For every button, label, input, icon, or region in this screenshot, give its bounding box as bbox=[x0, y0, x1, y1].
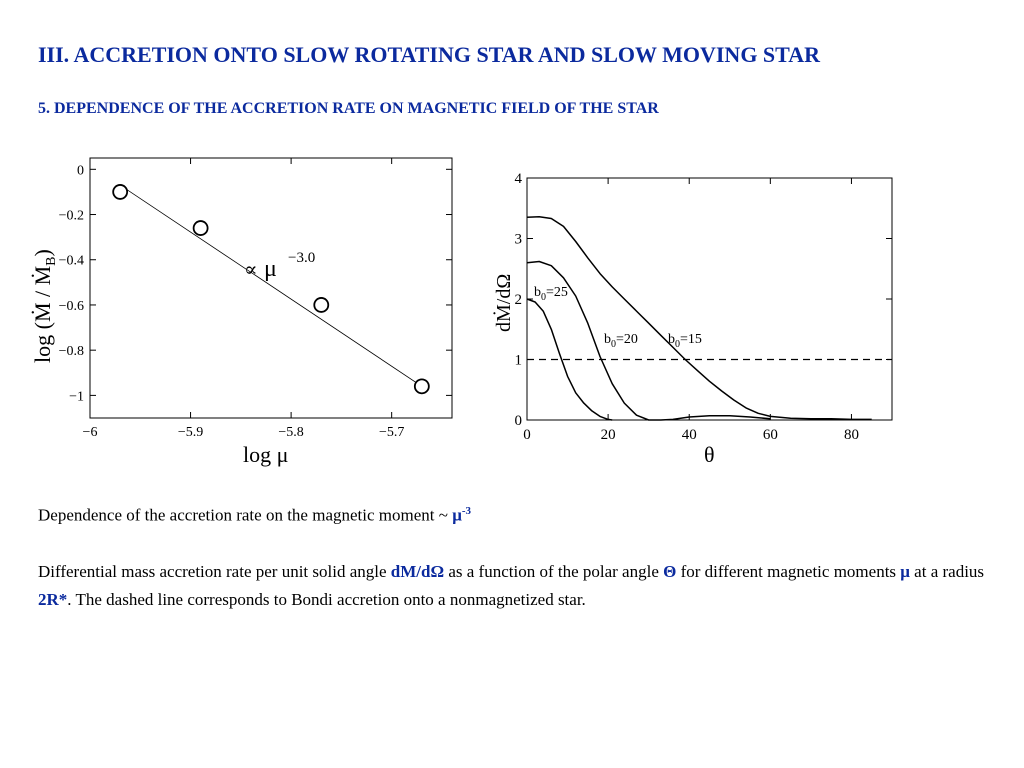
left-xtick-label: −5.7 bbox=[378, 425, 405, 440]
series-label-b0-15: $b_0=15$ bbox=[668, 332, 702, 350]
right-ytick-label: 3 bbox=[514, 231, 522, 248]
right-xtick-label: 20 bbox=[600, 427, 616, 443]
slide-subtitle: 5. DEPENDENCE OF THE ACCRETION RATE ON MAGNETIC FIELD OF THE STAR bbox=[38, 100, 659, 117]
left-ytick-label: −0.6 bbox=[58, 298, 84, 314]
series-line-b0-15 bbox=[527, 217, 872, 420]
right-ytick-label: 1 bbox=[514, 352, 522, 369]
left-annotation-exp: −3.0 bbox=[288, 250, 316, 266]
caption2-part1: Differential mass accretion rate per unit solid angle bbox=[38, 562, 387, 581]
left-ytick-label: −0.4 bbox=[58, 253, 84, 269]
right-plot-frame bbox=[527, 178, 892, 420]
left-ytick-label: −1 bbox=[69, 389, 84, 405]
series-label-b0-20: $b_0=20$ bbox=[604, 332, 638, 350]
right-xtick-label: 40 bbox=[681, 427, 697, 443]
right-xtick-label: 0 bbox=[523, 427, 531, 443]
caption2-mu: μ bbox=[900, 562, 910, 581]
left-xtick-label: −6 bbox=[82, 425, 98, 440]
series-label-b0-25: $b_0=25$ bbox=[534, 285, 568, 303]
right-xtick-label: 60 bbox=[762, 427, 778, 443]
left-ytick-label: −0.8 bbox=[58, 344, 84, 360]
caption1-mu: μ bbox=[452, 505, 462, 525]
right-xlabel: θ bbox=[704, 442, 715, 467]
left-ylabel: log (Ṁ / Ṁ$_B$) bbox=[30, 249, 59, 363]
caption2-theta: Θ bbox=[663, 562, 677, 581]
slide-title: III. ACCRETION ONTO SLOW ROTATING STAR AND SLOW MOVING STAR bbox=[38, 42, 820, 67]
caption2-dm-domega: dM/dΩ bbox=[390, 562, 445, 581]
caption2-part2: as a function of the polar angle bbox=[448, 562, 659, 581]
caption-differential-rate bbox=[38, 558, 988, 614]
left-data-point bbox=[113, 185, 127, 199]
caption2-part4: at a radius bbox=[914, 562, 985, 581]
left-ytick-label: 0 bbox=[77, 163, 84, 179]
left-annotation-symbol: μ bbox=[264, 256, 277, 282]
right-ylabel: dṀ/dΩ bbox=[493, 273, 515, 332]
left-plot-frame bbox=[90, 158, 452, 418]
caption2-part3: for different magnetic moments bbox=[680, 562, 897, 581]
left-xlabel: log μ bbox=[243, 442, 289, 467]
left-xtick-label: −5.9 bbox=[177, 425, 204, 440]
right-ytick-label: 0 bbox=[514, 413, 522, 429]
right-ytick-label: 2 bbox=[514, 292, 522, 308]
caption1-exponent: -3 bbox=[461, 505, 471, 517]
left-ytick-label: −0.2 bbox=[58, 208, 84, 224]
caption1-text: Dependence of the accretion rate on the magnetic moment ~ bbox=[38, 505, 448, 525]
left-data-point bbox=[314, 298, 328, 312]
caption2-part5: . The dashed line corresponds to Bondi accretion onto a nonmagnetized star. bbox=[67, 590, 586, 609]
right-xtick-label: 80 bbox=[843, 427, 859, 443]
caption-accretion-rate bbox=[38, 505, 471, 526]
left-chart bbox=[30, 158, 452, 467]
left-annotation-prefix: ∝ bbox=[244, 259, 258, 281]
left-data-point bbox=[194, 221, 208, 235]
right-ytick-label: 4 bbox=[514, 171, 522, 187]
right-chart bbox=[492, 171, 892, 467]
caption2-radius: 2R* bbox=[38, 590, 68, 609]
left-xtick-label: −5.8 bbox=[278, 425, 304, 440]
left-data-point bbox=[415, 379, 429, 393]
left-fit-line bbox=[120, 185, 422, 386]
